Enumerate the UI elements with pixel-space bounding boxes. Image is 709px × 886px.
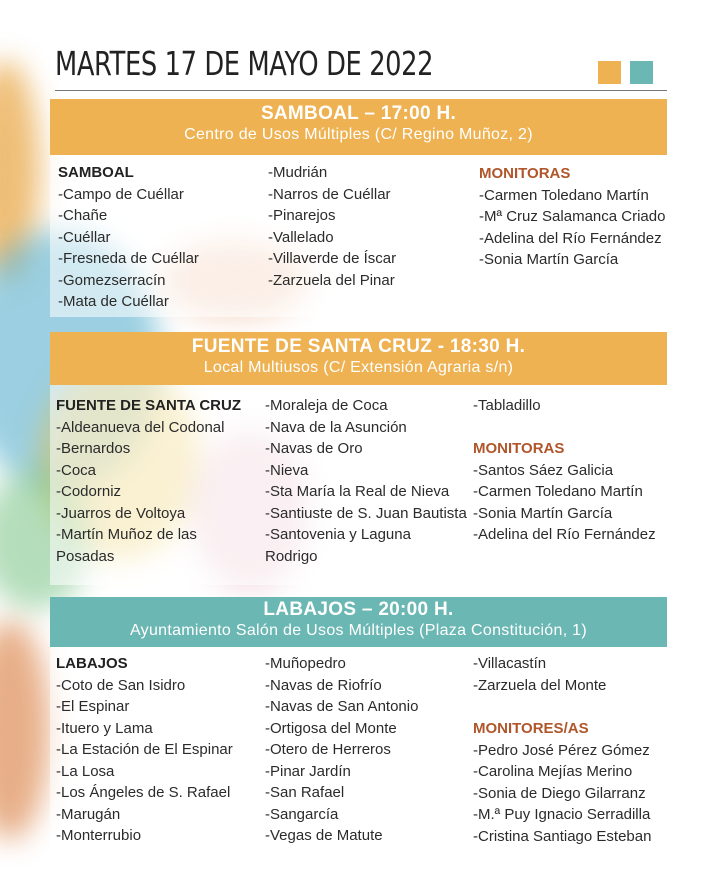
list-item: -Cuéllar bbox=[58, 228, 111, 246]
monitor-item: -Santos Sáez Galicia bbox=[473, 461, 614, 479]
list-item: -Codorniz bbox=[56, 483, 122, 500]
list-item: -Zarzuela del Monte bbox=[473, 676, 607, 694]
monitors-heading: MONITORAS bbox=[479, 165, 571, 182]
monitor-item: -M.ª Puy Ignacio Serradilla bbox=[473, 806, 651, 823]
list-item: -Santiuste de S. Juan Bautista bbox=[265, 504, 467, 522]
list-item: -Campo de Cuéllar bbox=[58, 185, 184, 203]
group-heading: LABAJOS bbox=[56, 655, 128, 672]
monitor-item: -Sonia Martín García bbox=[473, 504, 613, 522]
list-item: -Ituero y Lama bbox=[56, 719, 153, 737]
monitors-heading: MONITORES/AS bbox=[473, 720, 589, 737]
section-title: SAMBOAL – 17:00 H. bbox=[260, 103, 457, 124]
list-item: -Coto de San Isidro bbox=[56, 676, 186, 694]
monitors-column bbox=[479, 163, 665, 271]
section-header-samboal bbox=[50, 99, 667, 155]
list-item: -Mata de Cuéllar bbox=[58, 293, 169, 310]
list-item: -Marugán bbox=[56, 805, 121, 823]
list-item: -Gomezserracín bbox=[58, 271, 166, 289]
list-item: -Bernardos bbox=[56, 440, 131, 457]
list-item: -San Rafael bbox=[265, 784, 345, 801]
list-item: -Martín Muñoz de las Posadas bbox=[56, 526, 197, 565]
list-item: -Vallelado bbox=[268, 228, 334, 246]
list-item: -Zarzuela del Pinar bbox=[268, 271, 395, 289]
towns-column-1 bbox=[56, 653, 233, 847]
list-item: -Tabladillo bbox=[473, 397, 541, 414]
section-header-fuente-de-santa-cruz bbox=[50, 332, 667, 385]
orange-square-decoration bbox=[598, 61, 621, 84]
list-item: -Sangarcía bbox=[265, 805, 339, 823]
section-header-labajos bbox=[50, 597, 667, 647]
monitor-item: -Carolina Mejías Merino bbox=[473, 763, 633, 780]
list-item: -Pinar Jardín bbox=[265, 762, 351, 780]
section-venue: Local Multiusos (C/ Extensión Agraria s/n) bbox=[203, 359, 514, 376]
monitor-item: -Adelina del Río Fernández bbox=[473, 526, 656, 543]
list-item: -Nava de la Asunción bbox=[265, 418, 407, 436]
section-title: FUENTE DE SANTA CRUZ - 18:30 H. bbox=[191, 336, 526, 357]
list-item: -Villaverde de Íscar bbox=[268, 250, 397, 267]
towns-column-3 bbox=[473, 395, 541, 417]
towns-column-2 bbox=[265, 395, 470, 567]
list-item: -Los Ángeles de S. Rafael bbox=[56, 784, 231, 801]
towns-column-2 bbox=[268, 162, 396, 291]
section-venue: Centro de Usos Múltiples (C/ Regino Muñoz, 2) bbox=[184, 126, 533, 143]
list-item: -Chañe bbox=[58, 207, 108, 224]
monitors-column bbox=[473, 438, 656, 546]
monitor-item: -Sonia Martín García bbox=[479, 251, 619, 268]
list-item: -Fresneda de Cuéllar bbox=[58, 250, 199, 267]
list-item: -Santovenia y Laguna Rodrigo bbox=[265, 526, 411, 565]
title-rule bbox=[55, 90, 667, 91]
list-item: -Navas de Oro bbox=[265, 440, 363, 457]
monitor-item: -Pedro José Pérez Gómez bbox=[473, 741, 650, 759]
group-heading: SAMBOAL bbox=[58, 164, 134, 181]
section-title: LABAJOS – 20:00 H. bbox=[263, 599, 454, 620]
monitor-item: -Sonia de Diego Gilarranz bbox=[473, 784, 646, 802]
list-item: -Pinarejos bbox=[268, 207, 336, 224]
towns-column-1 bbox=[56, 395, 264, 567]
list-item: -Moraleja de Coca bbox=[265, 397, 388, 414]
list-item: -Narros de Cuéllar bbox=[268, 185, 391, 203]
list-item: -Monterrubio bbox=[56, 827, 142, 844]
list-item: -Aldeanueva del Codonal bbox=[56, 418, 225, 436]
monitor-item: -Carmen Toledano Martín bbox=[479, 186, 649, 204]
list-item: -Mudrián bbox=[268, 164, 328, 181]
list-item: -El Espinar bbox=[56, 698, 130, 715]
teal-square-decoration bbox=[630, 61, 653, 84]
list-item: -Vegas de Matute bbox=[265, 827, 383, 844]
list-item: -Navas de Riofrío bbox=[265, 676, 382, 694]
towns-column-2 bbox=[265, 653, 418, 847]
towns-column-3 bbox=[473, 653, 606, 696]
page-title: MARTES 17 DE MAYO DE 2022 bbox=[55, 44, 434, 83]
list-item: -Sta María la Real de Nieva bbox=[265, 483, 450, 500]
list-item: -Nieva bbox=[265, 461, 309, 479]
list-item: -Otero de Herreros bbox=[265, 741, 391, 758]
list-item: -Villacastín bbox=[473, 655, 547, 672]
towns-column-1 bbox=[58, 162, 199, 313]
list-item: -Juarros de Voltoya bbox=[56, 504, 186, 522]
list-item: -Navas de San Antonio bbox=[265, 698, 419, 715]
monitor-item: -Cristina Santiago Esteban bbox=[473, 827, 652, 845]
monitor-item: -Carmen Toledano Martín bbox=[473, 483, 643, 500]
list-item: -La Losa bbox=[56, 762, 115, 780]
list-item: -La Estación de El Espinar bbox=[56, 741, 233, 758]
monitors-column bbox=[473, 718, 651, 847]
monitors-heading: MONITORAS bbox=[473, 440, 565, 457]
monitor-item: -Mª Cruz Salamanca Criado bbox=[479, 208, 666, 225]
group-heading: FUENTE DE SANTA CRUZ bbox=[56, 397, 241, 414]
list-item: -Coca bbox=[56, 461, 97, 479]
section-venue: Ayuntamiento Salón de Usos Múltiples (Plaza Constitución, 1) bbox=[129, 622, 588, 639]
list-item: -Ortigosa del Monte bbox=[265, 719, 397, 737]
monitor-item: -Adelina del Río Fernández bbox=[479, 229, 662, 247]
list-item: -Muñopedro bbox=[265, 655, 346, 672]
